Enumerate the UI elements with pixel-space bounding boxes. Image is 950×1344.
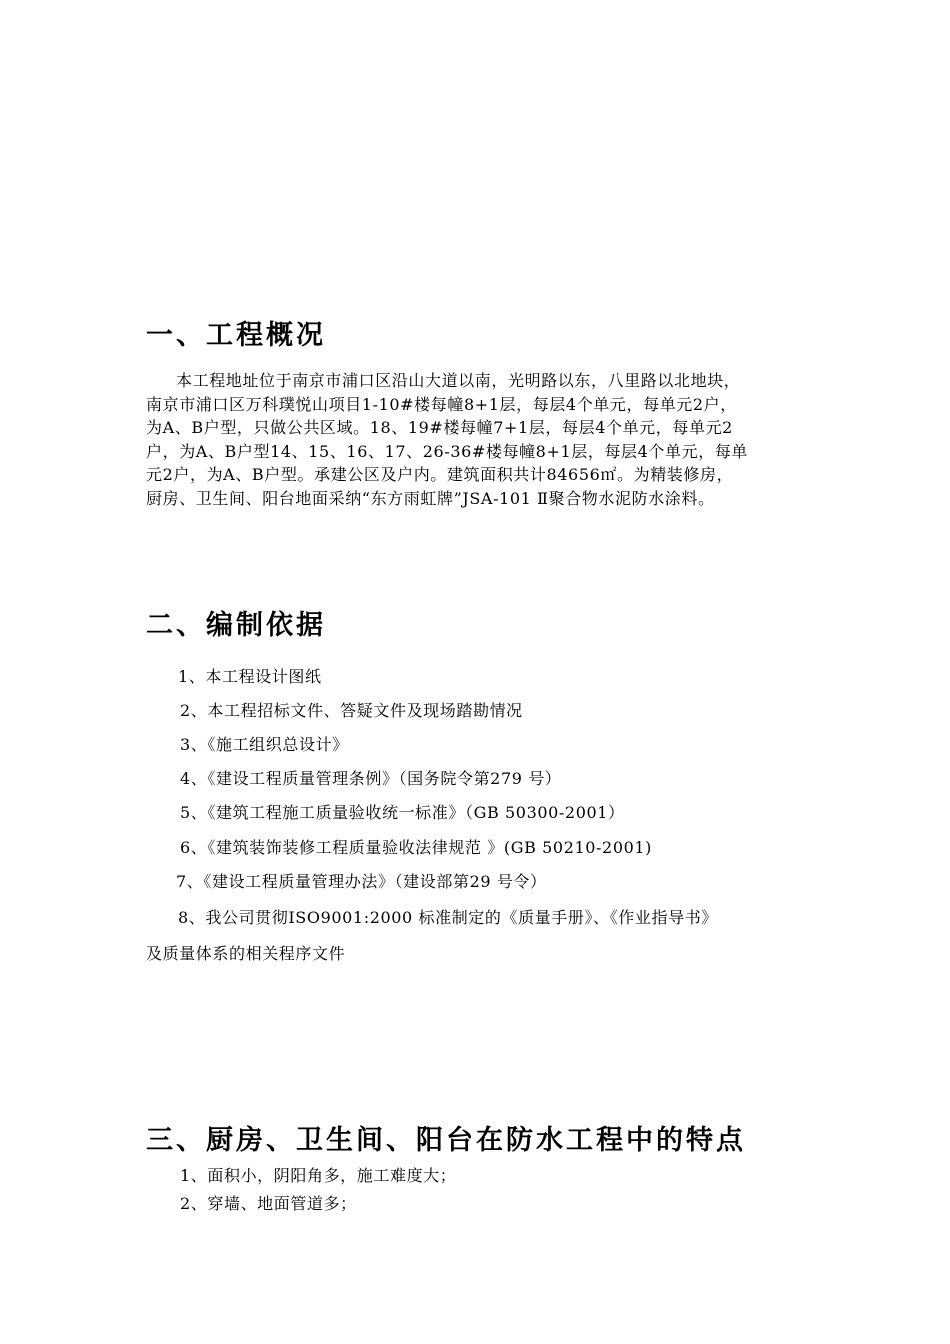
basis-list-item: 5、《建筑工程施工质量验收统一标准》（GB 50300-2001） (180, 803, 625, 822)
overview-line: 户，为A、B户型14、15、16、17、26-36#楼每幢8+1层，每层4个单元，每单 (146, 441, 749, 461)
overview-line: 为A、B户型，只做公共区域。18、19#楼每幢7+1层，每层4个单元，每单元2 (146, 418, 733, 437)
basis-list-item: 2、本工程招标文件、答疑文件及现场踏勘情况 (180, 701, 523, 720)
basis-list-item-continuation: 及质量体系的相关程序文件 (146, 944, 346, 963)
overview-line: 元2户，为A、B户型。承建公区及户内。建筑面积共计84656㎡。为精装修房， (146, 465, 734, 484)
basis-list-item: 3、《施工组织总设计》 (180, 735, 349, 754)
basis-list-item: 8、我公司贯彻ISO9001:2000 标准制定的《质量手册》、《作业指导书》 (178, 908, 718, 927)
overview-line: 南京市浦口区万科璞悦山项目1-10#楼每幢8+1层，每层4个单元，每单元2户， (146, 394, 737, 414)
basis-list-item: 6、《建筑装饰装修工程质量验收法律规范 》(GB 50210-2001) (180, 838, 652, 857)
section-heading-overview: 一、工程概况 (146, 320, 326, 351)
basis-list-item: 1、本工程设计图纸 (178, 667, 322, 686)
overview-paragraph (146, 369, 826, 510)
overview-line: 本工程地址位于南京市浦口区沿山大道以南，光明路以东，八里路以北地块， (176, 371, 741, 390)
section-heading-basis: 二、编制依据 (146, 610, 326, 641)
feature-list-item: 1、面积小，阴阳角多，施工难度大； (180, 1166, 457, 1185)
overview-line: 厨房、卫生间、阳台地面采纳“东方雨虹牌”JSA-101 Ⅱ聚合物水泥防水涂料。 (146, 488, 715, 508)
feature-list-item: 2、穿墙、地面管道多； (180, 1194, 357, 1213)
section-heading-features: 三、厨房、卫生间、阳台在防水工程中的特点 (146, 1125, 746, 1156)
basis-list-item: 7、《建设工程质量管理办法》（建设部第29 号令） (176, 872, 547, 891)
basis-list-item: 4、《建设工程质量管理条例》（国务院令第279 号） (180, 769, 562, 788)
